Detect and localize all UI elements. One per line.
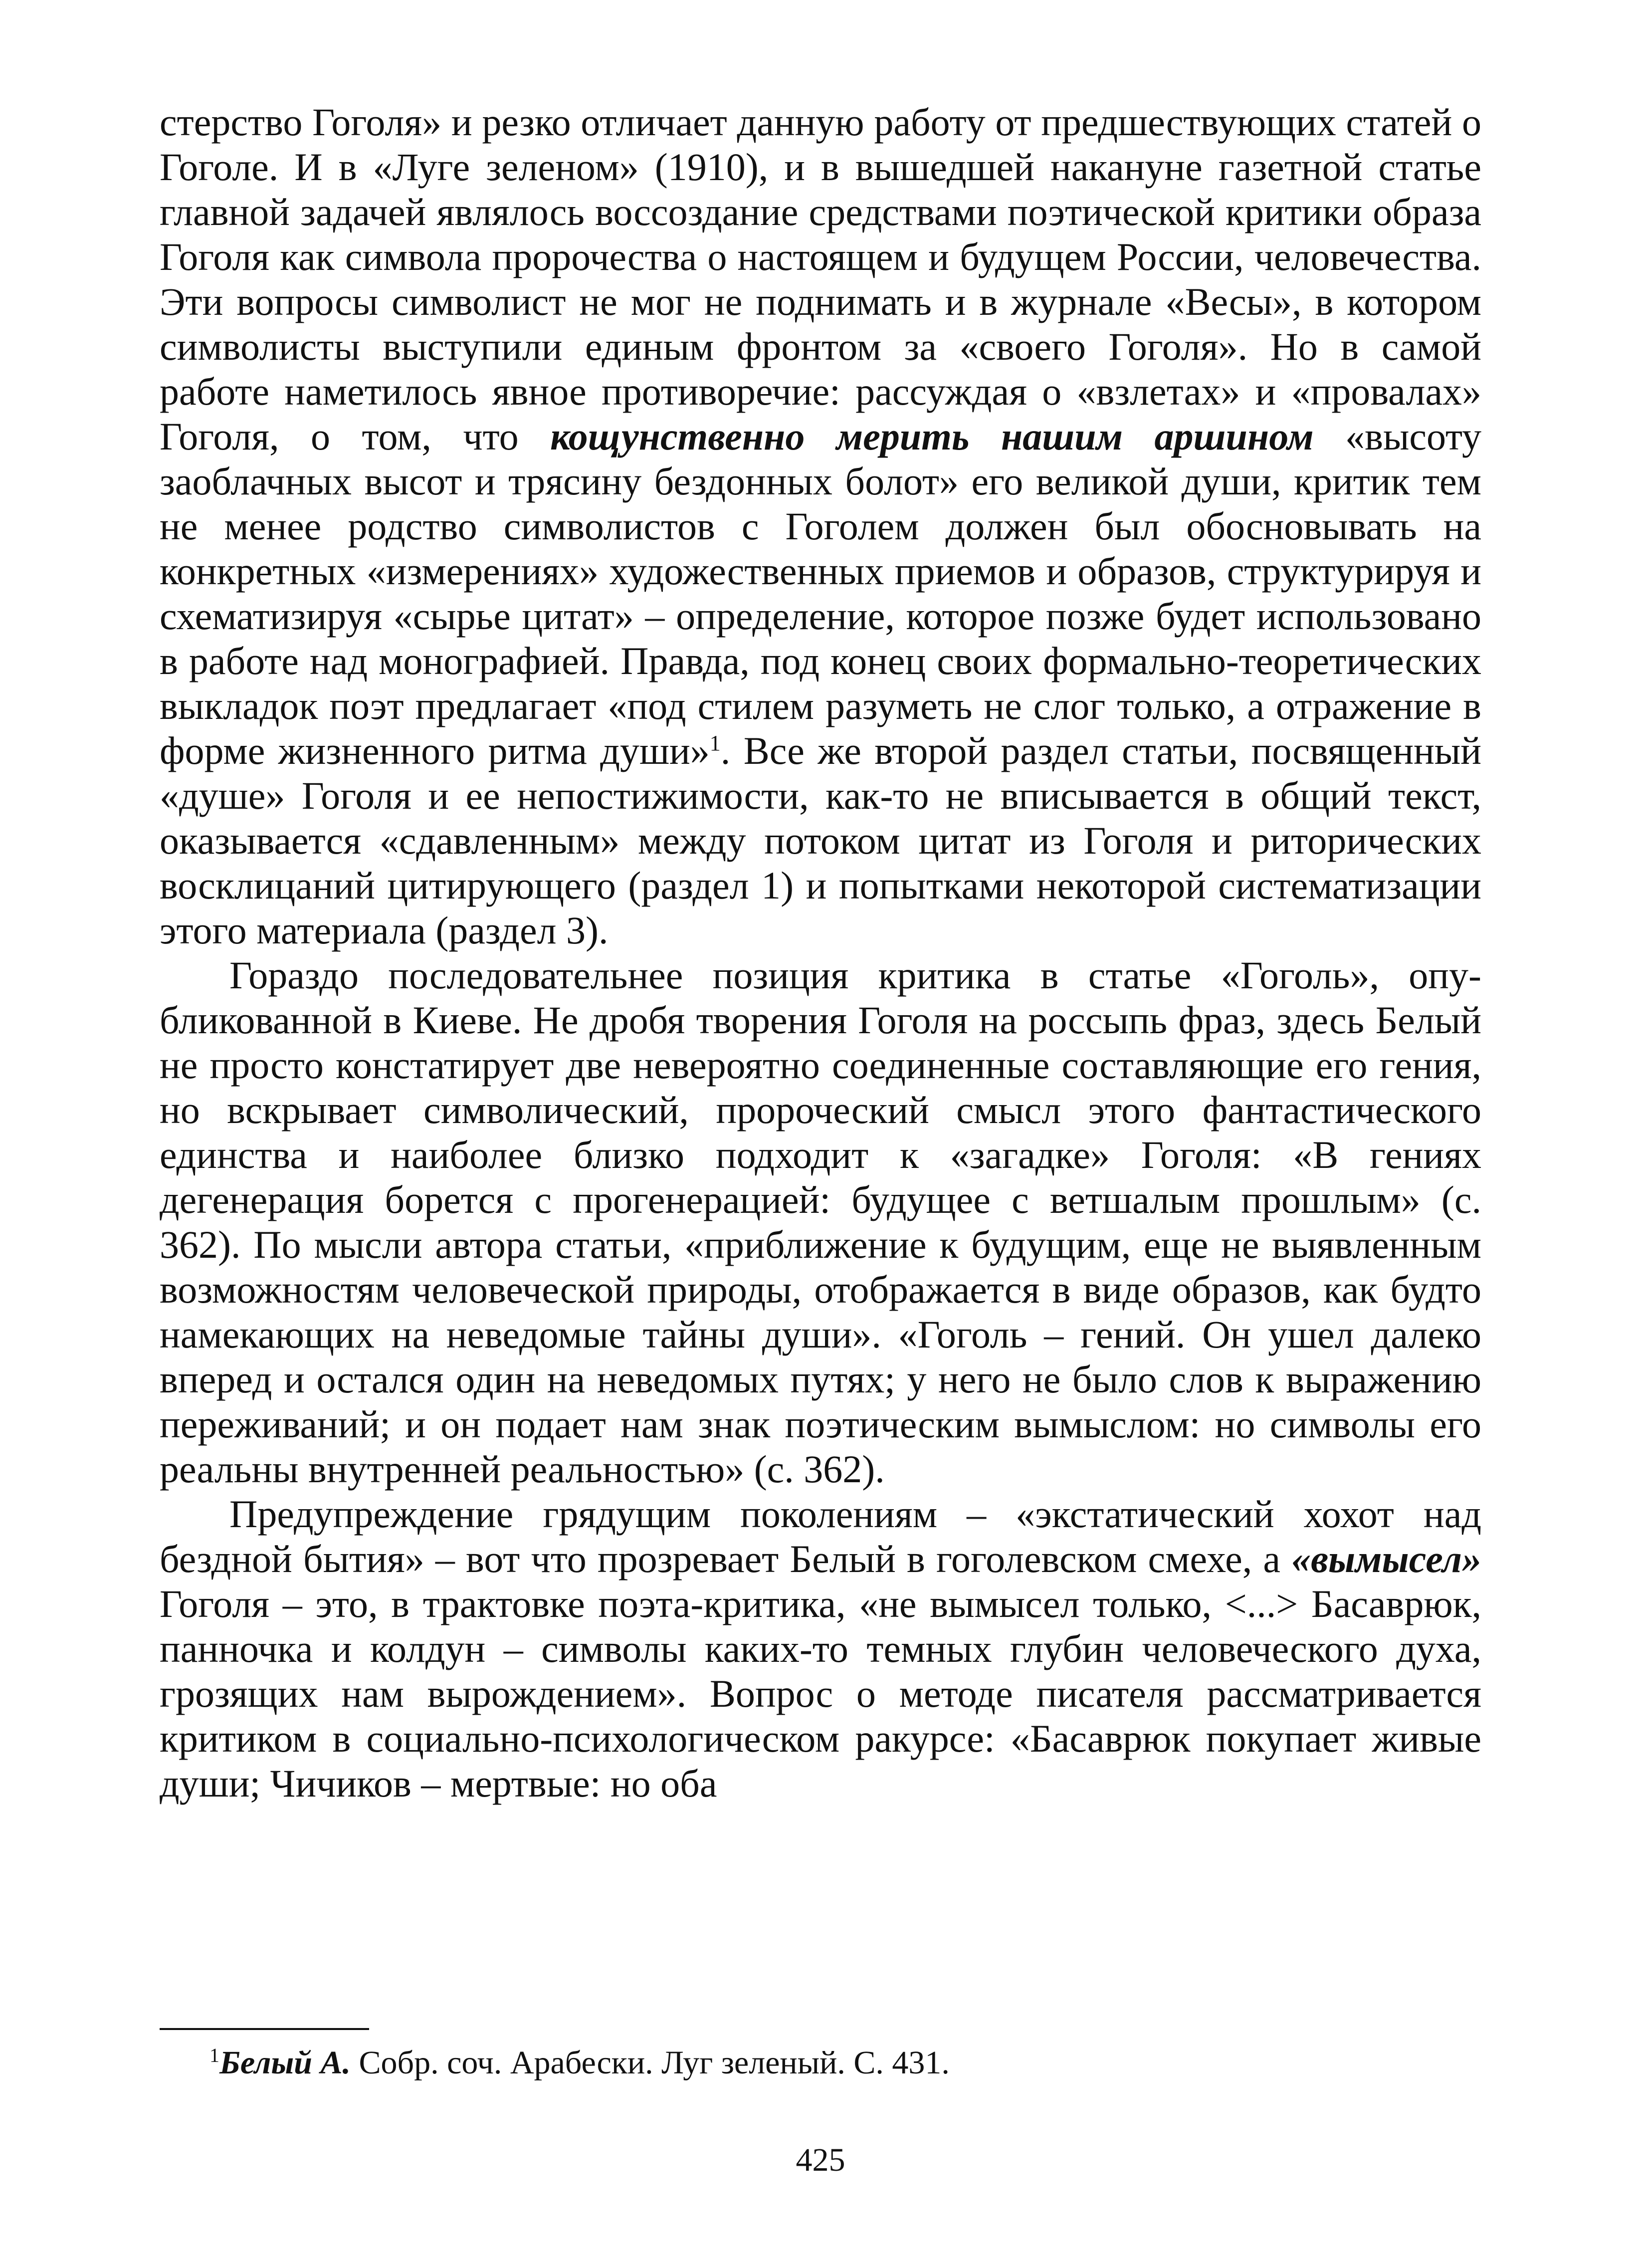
text-run: Гораздо последовательнее позиция критика в статье «Гоголь», опубликованной в Киеве. Не дробя творения Гоголя на россыпь фраз, здесь Белый не просто констатирует две невероятно соединенные составляющие его гения, но вскрывает символический, пророческий смысл этого фантастического единства и наиболее близко подходит к «загадке» Гоголя: «В гениях дегенерация борется с прогенерацией: будущее с ветшалым прошлым» (с. 362). По мысли автора статьи, «приближение к будущим, еще не выявленным возможностям человеческой природы, отображается в виде образов, как будто намекающих на неведомые тайны души». «Гоголь – гений. Он ушел далеко вперед и остался один на неведомых путях; у него не было слов к выражению переживаний; и он подает нам знак поэтическим вымыслом: но символы его реальны внутренней реальностью» (с. 362). — [160, 953, 1481, 1491]
body-text — [160, 100, 1481, 1806]
page-number: 425 — [796, 2142, 845, 2178]
footnote-author: Белый А. — [219, 2044, 351, 2081]
footnote — [209, 2043, 1456, 2083]
text-run: Предупреждение грядущим поколениям – «экстатический хохот над бездной бытия» – вот что прозревает Белый в гоголевском смехе, а — [160, 1492, 1481, 1581]
emphasized-text: кощунственно мерить нашим аршином — [550, 415, 1314, 458]
book-page — [160, 100, 1481, 2195]
text-run: Гоголя – это, в трактовке поэта-критика, «не вымысел только, <...> Басаврюк, панночка и колдун – символы каких-то темных глубин человеческого духа, грозящих нам вырождением». Вопрос о методе писателя рассматривается критиком в социально-психологическом ракурсе: «Басаврюк покупает живые души; Чичиков – мертвые: но оба — [160, 1582, 1481, 1805]
footnote-text: Собр. соч. Арабески. Луг зеленый. С. 431. — [350, 2044, 950, 2081]
text-run: . Все же второй раздел статьи, посвященный «душе» Гоголя и ее непостижимости, как-то не вписывается в общий текст, оказывается «сдавленным» между потоком цитат из Гоголя и риторических восклицаний цитирующего (раздел 1) и попытками некоторой систематизации этого материала (раздел 3). — [160, 729, 1481, 952]
emphasized-text: «вымысел» — [1291, 1537, 1481, 1581]
footnote-reference: 1 — [709, 731, 721, 755]
paragraph — [160, 100, 1481, 953]
paragraph — [160, 1492, 1481, 1806]
paragraph — [160, 953, 1481, 1492]
text-run: «высоту заоблачных высот и трясину бездонных болот» его великой души, критик тем не менее родство символистов с Гоголем должен был обосновывать на конкретных «измерениях» художественных приемов и образов, структурируя и схематизируя «сырье цитат» – определение, которое позже будет использовано в работе над монографией. Правда, под конец своих формально-теоретических выкладок поэт предлагает «под стилем разуметь не слог только, а отражение в форме жизненного ритма души» — [160, 415, 1482, 772]
footnote-mark: 1 — [209, 2044, 219, 2066]
footnote-divider — [160, 2028, 369, 2030]
text-run: стерство Гоголя» и резко отличает данную работу от предшествующих статей о Гоголе. И в «Луге зеленом» (1910), и в вышедшей накануне газетной статье главной задачей являлось воссоздание средствами поэтической критики образа Гоголя как символа пророчества о настоящем и будущем России, человечества. Эти вопросы символист не мог не поднимать и в журнале «Весы», в котором символисты выступили единым фронтом за «своего Гоголя». Но в самой работе наметилось явное противоречие: рассуждая о «взлетах» и «провалах» Гоголя, о том, что — [160, 100, 1481, 458]
